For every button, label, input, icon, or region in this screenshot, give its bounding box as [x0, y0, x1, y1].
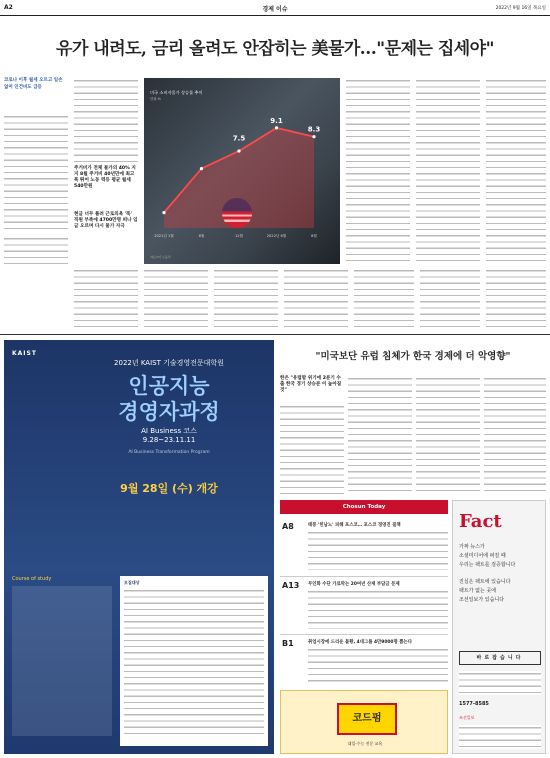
ad-course-box: [12, 586, 112, 736]
issue-date: 2022년 9월 16일 목요일: [495, 6, 546, 11]
x-tick-label: 6월: [198, 234, 205, 238]
inflation-chart: [144, 78, 340, 264]
ad-logo: KAIST: [12, 350, 37, 357]
ad-target-title: 모집대상: [124, 580, 140, 585]
ad-course: AI Business 코스: [141, 427, 197, 435]
chart-source: 자료=미 노동부: [150, 255, 171, 259]
briefs-title: Chosun Today: [280, 500, 448, 514]
data-point: [200, 167, 203, 170]
quote-col1: [280, 404, 344, 494]
subhead-housing: 주거비가 전체 물가의 40% 지지 8월 주거비 40년만에 최고폭 뛰어 노동 력등 평균 월세 540만원: [74, 166, 136, 189]
ad-info-table: [120, 576, 268, 746]
brief-row-3[interactable]: [280, 634, 448, 684]
ad-dates: 9.28~23.11.11: [142, 436, 196, 444]
page-number: A2: [4, 4, 13, 11]
fact-logo: Fact: [459, 511, 502, 532]
data-label: 8.3: [307, 125, 321, 134]
brief-headline: 태풍 '힌남노' 피해 포스코… 포스코 경영진 질책: [308, 523, 401, 528]
sidebar-kicker-box: [4, 78, 68, 108]
col6-body: [486, 78, 546, 266]
col3-lower: [144, 268, 208, 330]
ad-title-1: 인공지능: [128, 374, 210, 398]
ad-title-2: 경영자과정: [118, 400, 220, 424]
data-point: [312, 135, 315, 138]
col2-lower: [74, 268, 138, 330]
fact-line-1: 가짜 뉴스가: [459, 544, 485, 550]
brief-page: A8: [282, 522, 294, 531]
data-point: [237, 149, 240, 152]
fact-label: 조선일보: [459, 715, 475, 720]
quote-col2: [348, 376, 412, 494]
ad-year-title: 2022년 KAIST 기술경영전문대학원: [114, 359, 224, 367]
fact-line-2: 소셜미디어에 퍼질 때: [459, 553, 506, 559]
col7-lower: [486, 268, 546, 330]
brief-headline: 무인화 수단 가로막는 20여년 산재 부담금 문제: [308, 582, 400, 587]
chart-title: 미국 소비자물가 상승률 추이: [150, 90, 203, 95]
col3b-lower: [214, 268, 278, 330]
promo-brand: 코드펌: [337, 703, 397, 735]
section-divider: [0, 334, 550, 335]
col6-lower: [420, 268, 480, 330]
brief-row-2[interactable]: [280, 576, 448, 632]
fact-box: [452, 500, 546, 754]
section-title: 경제 이슈: [262, 6, 288, 13]
inflation-area: [164, 128, 314, 228]
promo-ad[interactable]: [280, 690, 448, 754]
quote-col3: [416, 376, 480, 494]
col5-body: [416, 78, 480, 266]
data-point: [275, 126, 278, 129]
kaist-ad[interactable]: [4, 340, 274, 754]
fact-line-6: 조선일보가 있습니다: [459, 597, 505, 603]
sidebar-kicker: 코로나 이후 월세 오르고 일손 없어 인건비도 급등: [4, 78, 63, 90]
x-tick-label: 12월: [234, 234, 244, 238]
col2-body: [74, 78, 138, 164]
subhead-labor: 현금 너무 풀려 근로의욕 '뚝' 직원 부족에 4700만명 떠나 임금 오르며 다시 물가 자극: [74, 212, 138, 229]
data-label: 9.1: [270, 116, 283, 125]
fact-line-3: 우리는 팩트를 검증합니다: [459, 562, 516, 568]
correction-badge: 바로잡습니다: [459, 651, 541, 665]
sidebar-body-2: [4, 236, 68, 266]
sidebar-body: [4, 114, 68, 234]
brief-page: A13: [282, 581, 300, 590]
chart-photo: [144, 78, 340, 264]
fact-line-4: 진실은 팩트에 있습니다: [459, 579, 511, 585]
quote-col4: [484, 376, 546, 494]
brief-page: B1: [282, 639, 294, 648]
col4-lower: [284, 268, 348, 330]
col5-lower: [354, 268, 414, 330]
ad-subtitle: AI Business Transformation Program: [128, 450, 210, 455]
page-header: [0, 0, 550, 16]
ad-open: 9월 28일 (수) 개강: [120, 482, 218, 495]
ad-course-of-study: Course of study: [12, 576, 52, 582]
main-headline: 유가 내려도, 금리 올려도 안잡히는 美물가…"문제는 집세야": [56, 39, 494, 59]
col4-body: [346, 78, 410, 266]
x-tick-label: 8월: [311, 234, 317, 238]
x-tick-label: 2021년 1월: [154, 234, 174, 238]
quote-kicker: 한은 "유럽발 위기에 2분기 수출 한국 경기 상승분 이 높아질 것": [280, 376, 342, 393]
fact-line-5: 팩트가 없는 곳에: [459, 588, 496, 594]
data-point: [162, 211, 165, 214]
chart-unit: 단위:%: [150, 97, 161, 101]
data-label: 7.5: [232, 134, 246, 143]
brief-row-1[interactable]: [280, 518, 448, 574]
promo-tag: 대입·수능 전문 교육: [347, 741, 383, 746]
quote-headline: "미국보단 유럽 침체가 한국 경제에 더 악영향": [315, 351, 511, 362]
fact-phone: 1577-8585: [459, 701, 489, 707]
x-tick-label: 2022년 6월: [266, 234, 287, 238]
brief-headline: 취업시장에 드리운 불황, 4대그룹 4만9000명 뽑는다: [308, 640, 412, 645]
